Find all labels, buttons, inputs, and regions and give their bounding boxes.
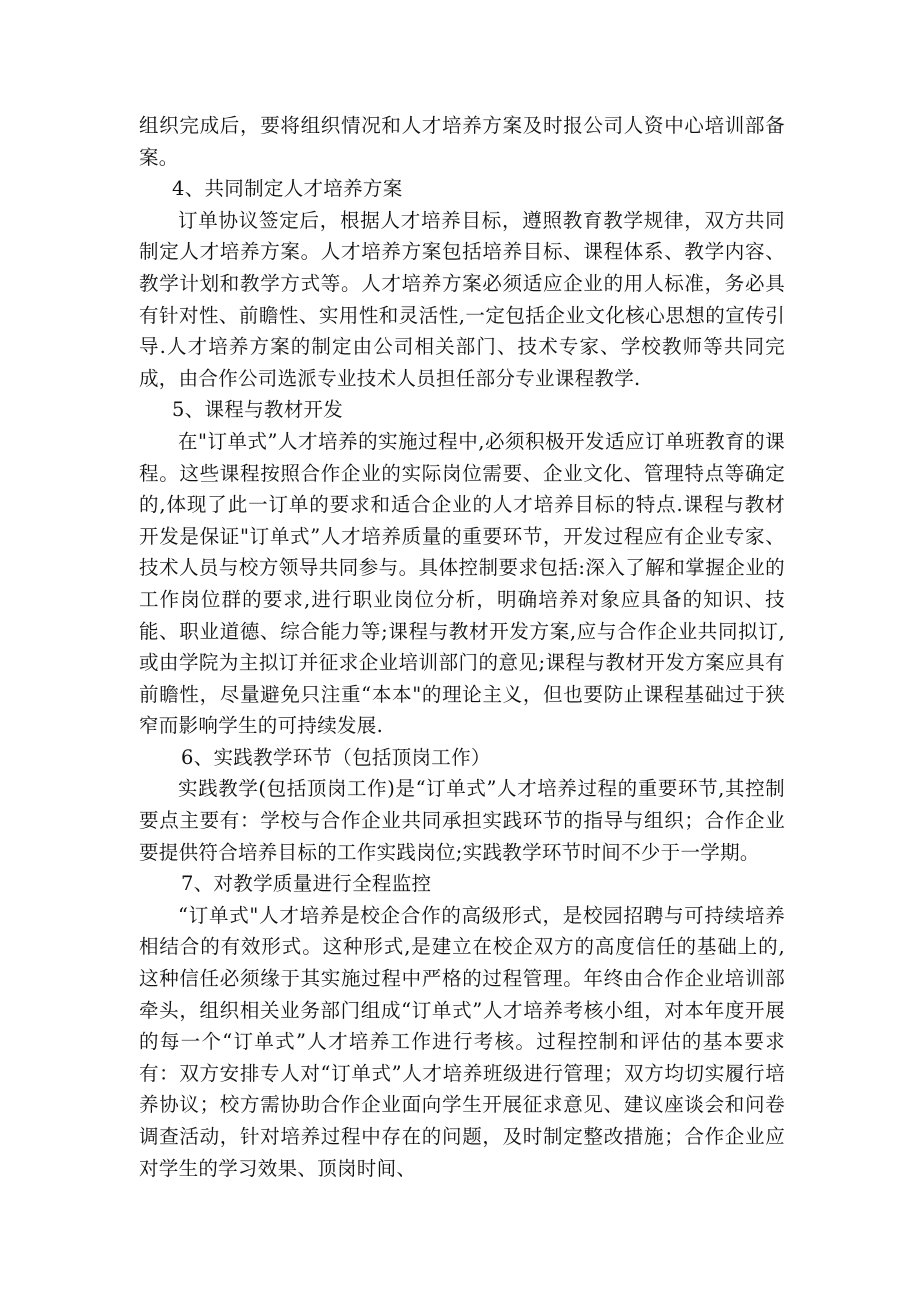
section-heading-5: 5、课程与教材开发 [172,398,344,422]
intro-paragraph: 组织完成后，要将组织情况和人才培养方案及时报公司人资中心培训部备案。 [139,114,785,169]
document-body [139,110,785,1184]
section-body-6: 实践教学(包括顶岗工作)是“订单式”人才培养过程的重要环节,其控制要点主要有：学校与合作企业共同承担实践环节的指导与组织；合作企业要提供符合培养目标的工作实践岗位;实践教学环节时间不少于一学期。 [139,777,785,864]
section-heading-7: 7、对教学质量进行全程监控 [181,872,432,896]
section-heading-4: 4、共同制定人才培养方案 [172,177,403,201]
section-body-7: “订单式"人才培养是校企合作的高级形式，是校园招聘与可持续培养相结合的有效形式。这种形式,是建立在校企双方的高度信任的基础上的,这种信任必须缘于其实施过程中严格的过程管理。年终由合作企业培训部牵头，组织相关业务部门组成“订单式”人才培养考核小组，对本年度开展的每一个“订单式”人才培养工作进行考核。过程控制和评估的基本要求有：双方安排专人对“订单式”人才培养班级进行管理；双方均切实履行培养协议；校方需协助合作企业面向学生开展征求意见、建议座谈会和问卷调查活动，针对培养过程中存在的问题，及时制定整改措施；合作企业应对学生的学习效果、顶岗时间、 [139,903,785,1180]
section-body-4: 订单协议签定后，根据人才培养目标，遵照教育教学规律，双方共同制定人才培养方案。人才培养方案包括培养目标、课程体系、教学内容、教学计划和教学方式等。人才培养方案必须适应企业的用人标准，务必具有针对性、前瞻性、实用性和灵活性,一定包括企业文化核心思想的宣传引导.人才培养方案的制定由公司相关部门、技术专家、学校教师等共同完成，由合作公司选派专业技术人员担任部分专业课程教学. [139,208,785,390]
section-body-5: 在"订单式”人才培养的实施过程中,必须积极开发适应订单班教育的课程。这些课程按照合作企业的实际岗位需要、企业文化、管理特点等确定的,体现了此一订单的要求和适合企业的人才培养目标的特点.课程与教材开发是保证"订单式”人才培养质量的重要环节，开发过程应有企业专家、技术人员与校方领导共同参与。具体控制要求包括:深入了解和掌握企业的工作岗位群的要求,进行职业岗位分析，明确培养对象应具备的知识、技能、职业道德、综合能力等;课程与教材开发方案,应与合作企业共同拟订,或由学院为主拟订并征求企业培训部门的意见;课程与教材开发方案应具有前瞻性，尽量避免只注重“本本"的理论主义，但也要防止课程基础过于狭窄而影响学生的可持续发展. [139,429,785,738]
section-heading-6: 6、实践教学环节（包括顶岗工作） [181,745,491,769]
